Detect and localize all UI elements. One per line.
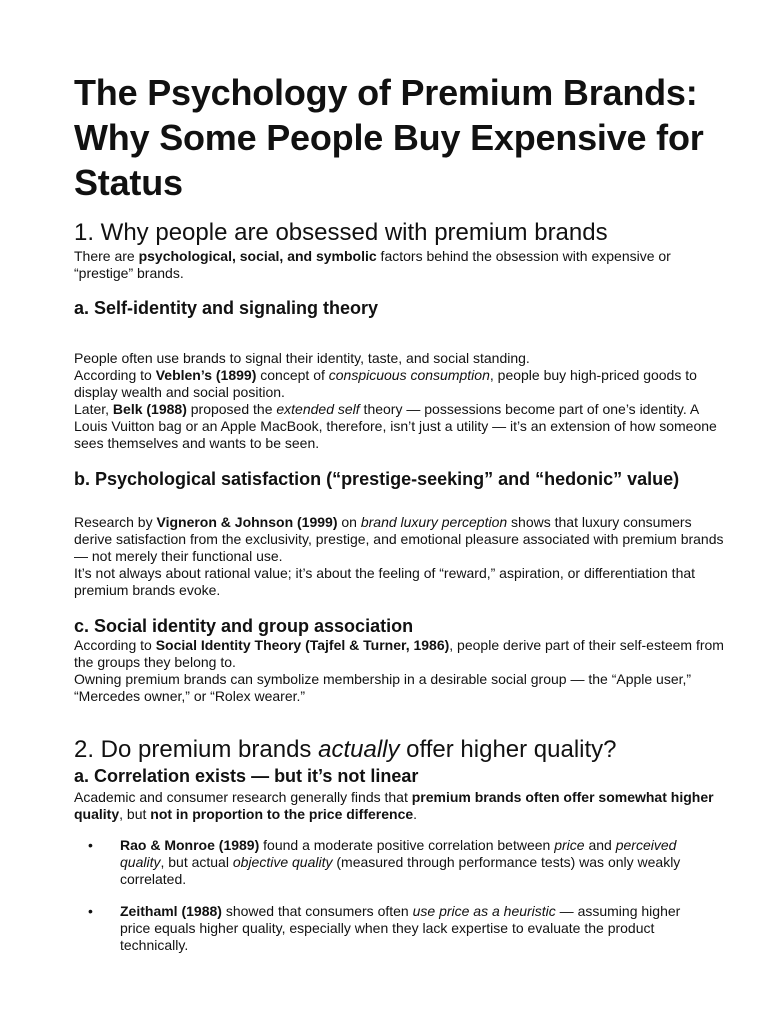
paragraph: Research by Vigneron & Johnson (1999) on brand luxury perception shows that luxury consumers derive satisfaction from the exclusivity, prestige, and emotional pleasure associated with premium brands — not merely their functional use. (74, 514, 724, 564)
section-2-heading: 2. Do premium brands actually offer higher quality? (74, 736, 617, 763)
paragraph: It’s not always about rational value; it’s about the feeling of “reward,” aspiration, or differentiation that premium brands evoke. (74, 565, 696, 598)
intro-text-end: factors behind the obsession with expensive or “prestige” brands. (74, 248, 671, 281)
subsection-1b-body (74, 514, 724, 599)
section-1-heading: 1. Why people are obsessed with premium brands (74, 219, 608, 246)
subsection-1c-body (74, 637, 724, 705)
subsection-1a-heading: a. Self-identity and signaling theory (74, 298, 379, 318)
bullet-item-zeithaml: Zeithaml (1988) showed that consumers often use price as a heuristic — assuming higher price equals higher quality, especially when they lack expertise to evaluate the product technically. (120, 903, 681, 953)
paragraph: Later, Belk (1988) proposed the extended self theory — possessions become part of one’s identity. A Louis Vuitton bag or an Apple MacBook, therefore, isn’t just a utility — it’s an extension of how someone sees themselves and wants to be seen. (74, 401, 717, 451)
intro-text: There are (74, 248, 139, 264)
document-title: The Psychology of Premium Brands: Why Some People Buy Expensive for Status (74, 72, 704, 203)
subsection-2a-body: Academic and consumer research generally finds that premium brands often offer somewhat higher quality, but not in proportion to the price difference. (74, 789, 714, 822)
paragraph: According to Social Identity Theory (Tajfel & Turner, 1986), people derive part of their self-esteem from the groups they belong to. (74, 637, 724, 670)
subsection-2a-heading: a. Correlation exists — but it’s not linear (74, 766, 419, 786)
section-1-intro (74, 248, 724, 282)
paragraph: According to Veblen’s (1899) concept of conspicuous consumption, people buy high-priced goods to display wealth and social position. (74, 367, 697, 400)
paragraph: People often use brands to signal their identity, taste, and social standing. (74, 350, 530, 366)
subsection-1b-heading: b. Psychological satisfaction (“prestige-seeking” and “hedonic” value) (74, 469, 680, 489)
subsection-1c-heading: c. Social identity and group association (74, 616, 414, 636)
bullet-item-rao-monroe: Rao & Monroe (1989) found a moderate positive correlation between price and perceived quality, but actual objective quality (measured through performance tests) was only weakly correlated. (120, 837, 681, 887)
bullet-marker: • (88, 837, 93, 853)
paragraph: Owning premium brands can symbolize membership in a desirable social group — the “Apple user,” “Mercedes owner,” or “Rolex wearer.” (74, 671, 692, 704)
intro-bold: psychological, social, and symbolic (138, 248, 377, 264)
bullet-marker: • (88, 903, 93, 919)
subsection-1a-body (74, 350, 724, 452)
